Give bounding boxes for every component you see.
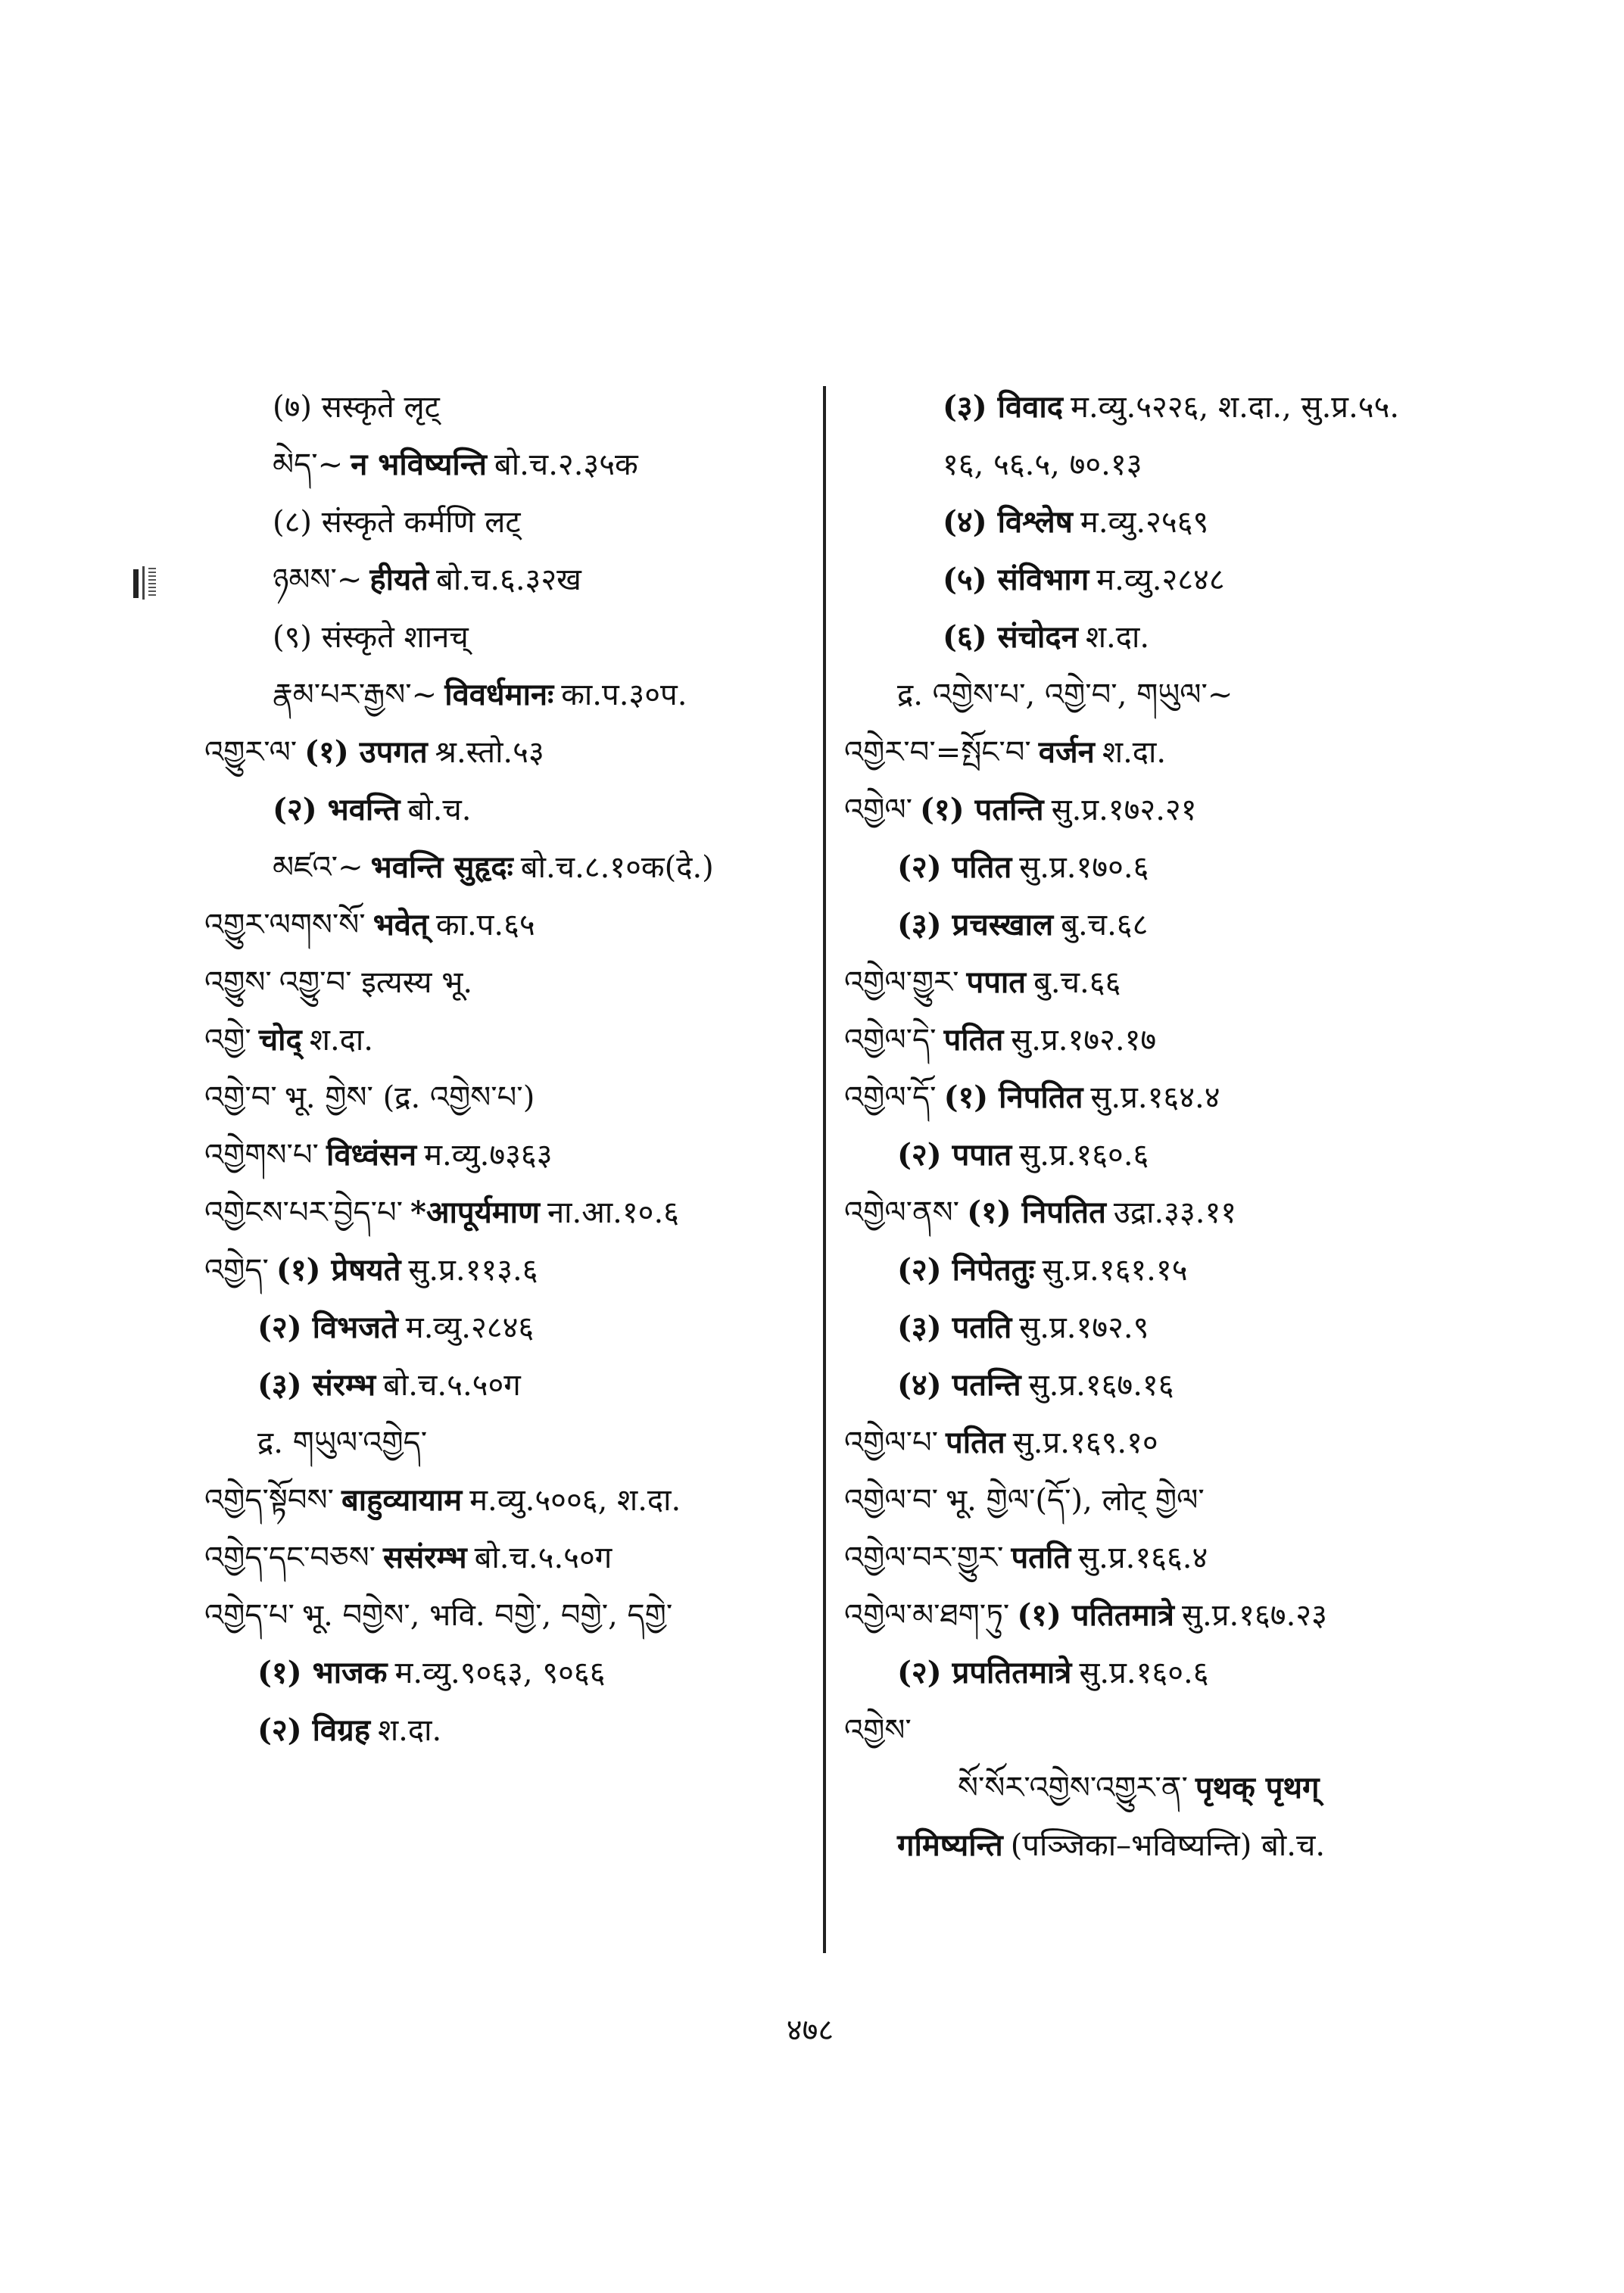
entry-line [204,839,810,896]
entry-text: सु.प्र.११३.६ [408,1253,538,1288]
entry-text: འགྱེལ་ [844,793,912,827]
entry-text: श.दा. [1085,620,1150,655]
sanskrit-term: (२) निपेततुः [897,1252,1035,1288]
entry-text: (पञ्जिका–भविष्यन्ति) बो.च. [1010,1828,1326,1863]
sanskrit-term: पतित [946,1425,1005,1460]
entry-line [844,1011,1503,1069]
entry-text: भू. གྱེལ་(དོ་), लोट् གྱེལ་ [946,1483,1205,1518]
entry-text: འགྱེལ་དེ་ [844,1023,937,1058]
entry-text: श.दा. [1102,735,1167,770]
entry-line [844,1242,1503,1299]
entry-text: འགྱེལ་མ་ཐག་ཏུ་ [844,1598,1010,1633]
entry-line [844,1644,1503,1702]
sanskrit-term: विध्वंसन [326,1137,417,1173]
entry-line [844,1702,1503,1759]
entry-text: सु.प्र.१६७.२३ [1181,1598,1327,1633]
sanskrit-term: न भविष्यन्ति [351,447,487,482]
entry-line [204,1587,810,1644]
entry-line [844,1184,1503,1242]
entry-line [844,1414,1503,1472]
entry-text: (८) संस्कृते कर्मणि लट् [273,505,521,540]
entry-text: འགྱེད་ [204,1253,269,1288]
entry-text: འགྱེལ་ནས་ [844,1195,960,1230]
entry-line [204,1414,810,1472]
entry-text: म.व्यु.५००६, श.दा. [469,1483,681,1518]
entry-line [204,1184,810,1242]
entry-text: འགྱུས་ [204,965,272,1000]
entry-line [204,379,810,436]
entry-text: सु.प्र.१६४.४ [1090,1080,1220,1115]
entry-line [204,954,810,1011]
entry-text: འགྱེགས་པ་ [204,1138,319,1173]
entry-text: (९) संस्कृते शानच् [273,620,469,655]
sanskrit-term: पपात [966,964,1027,1000]
entry-text: सु.प्र.१६९.१० [1012,1425,1158,1460]
entry-line [204,1126,810,1184]
entry-text: सु.प्र.१७२.१७ [1011,1023,1157,1058]
entry-text: बो.च.२.३५क [494,447,638,482]
entry-text: འགྱེལ་བ་ [844,1483,939,1518]
sanskrit-term: बाहुव्यायाम [341,1482,463,1518]
entry-line [844,1587,1503,1644]
entry-text: द्र. འགྱེས་པ་, འགྱེ་བ་, གཡུལ་~ [897,678,1233,712]
margin-mark [130,566,161,600]
entry-text: འགྱེངས་པར་བྱེད་པ་ [204,1195,404,1230]
entry-text: सु.प्र.१६७.१६ [1028,1368,1174,1403]
entry-text: बो.च. [407,793,472,827]
entry-text: འགྱུ་བ་ इत्यस्य भू. [279,965,473,1000]
sanskrit-term: (३) प्रचस्खाल [897,907,1054,942]
entry-text: རྣམ་པར་རྒྱས་~ [273,678,438,712]
sanskrit-term: चोद् [258,1022,302,1058]
entry-text: श्र.स्तो.५३ [435,735,544,770]
entry-text: म.व्यु.५२२६, श.दा., सु.प्र.५५. [1071,390,1400,425]
column-divider [823,386,826,1953]
entry-line [844,551,1503,609]
entry-line [844,1069,1503,1126]
entry-line [844,839,1503,896]
entry-line [844,896,1503,954]
sanskrit-term: (३) पतति [897,1310,1012,1345]
entry-text: श.दा. [309,1023,373,1058]
sanskrit-term: भवन्ति सुहृदः [370,849,513,885]
sanskrit-term: (१) पतितमात्रे [1017,1597,1174,1633]
entry-text: འགྱེ་བ་ [204,1080,277,1115]
entry-text: འགྱུར་ལགས་སོ་ [204,908,366,942]
entry-text: सु.प्र.१६१.१५ [1042,1253,1188,1288]
entry-text: सु.प्र.१६६.४ [1078,1541,1208,1575]
entry-text: भू. གྱེས་ (द्र. འགྱེས་པ་) [284,1080,535,1115]
sanskrit-term: (३) विवाद [943,389,1064,425]
entry-text: म.व्यु.२८४८ [1096,562,1225,597]
entry-text: སོ་སོར་འགྱེས་འགྱུར་ན་ [958,1771,1188,1805]
sanskrit-term: (३) संरम्भ [257,1367,376,1403]
entry-line [204,1702,810,1759]
entry-line [844,494,1503,551]
entry-line [844,1817,1503,1874]
entry-line [204,666,810,724]
entry-line [844,1529,1503,1587]
entry-line [204,1357,810,1414]
entry-line [204,781,810,839]
entry-text: १६, ५६.५, ७०.१३ [943,447,1142,482]
entry-text: बो.च.५.५०ग [474,1541,613,1575]
sanskrit-term: ससंरम्भ [383,1540,467,1575]
sanskrit-term: (१) भाजक [257,1655,388,1690]
entry-line [204,436,810,494]
entry-text: འགྱེས་ [844,1713,912,1748]
sanskrit-term: (२) विभजते [257,1310,398,1345]
entry-text: म.व्यु.२५६९ [1080,505,1209,540]
entry-text: सु.प्र.१७२.९ [1019,1310,1149,1345]
page-number: ४७८ [786,2013,834,2048]
entry-line [204,1011,810,1069]
entry-line [204,1069,810,1126]
left-column [204,379,810,1759]
sanskrit-term: विवर्धमानः [444,677,554,712]
entry-text: འགྱེད་དང་བཅས་ [204,1541,376,1575]
entry-text: (७) सस्कृते लृट् [273,390,440,425]
entry-line [204,494,810,551]
entry-line [204,609,810,666]
entry-line [844,954,1503,1011]
entry-line [844,379,1503,436]
entry-text: सु.प्र.१६०.६ [1079,1656,1209,1690]
entry-text: का.प.३०प. [561,678,687,712]
entry-text: सु.प्र.१७०.६ [1019,850,1149,885]
entry-text: མེད་~ [273,447,344,482]
sanskrit-term: (६) संचोदन [943,619,1078,655]
entry-line [844,1472,1503,1529]
sanskrit-term: (४) विश्लेष [943,504,1073,540]
sanskrit-term: (२) प्रपतितमात्रे [897,1655,1072,1690]
entry-text: म.व्यु.२८४६ [405,1310,535,1345]
sanskrit-term: (२) विग्रह [257,1712,370,1748]
sanskrit-term: पतित [943,1022,1004,1058]
sanskrit-term: (१) प्रेषयते [276,1252,401,1288]
entry-line [844,724,1503,781]
entry-text: ཉམས་~ [273,562,363,597]
entry-text: འགྱེད་སྟོབས་ [204,1483,334,1518]
entry-text: उद्रा.३३.११ [1113,1195,1237,1230]
sanskrit-term: (४) पतन्ति [897,1367,1021,1403]
entry-text: འགྱེར་བ་=སྤོང་བ་ [844,735,1031,770]
entry-line [204,551,810,609]
sanskrit-term: पृथक् पृथग् [1195,1770,1320,1805]
entry-line [204,896,810,954]
entry-text: सु.प्र.१६०.६ [1019,1138,1149,1173]
sanskrit-term: (१) निपतित [943,1080,1083,1115]
entry-line [844,609,1503,666]
sanskrit-term: (२) भवन्ति [273,792,401,827]
entry-text: सु.प्र.१७२.२१ [1051,793,1197,827]
sanskrit-term: हीयते [369,562,429,597]
sanskrit-term: (५) संविभाग [943,562,1089,597]
sanskrit-term: गमिष्यन्ति [897,1827,1003,1863]
entry-text: འགྱེལ་པ་ [844,1425,939,1460]
entry-text: बो.च.८.१०क(दे.) [520,850,714,885]
entry-text: बो.च.६.३२ख [436,562,581,597]
sanskrit-term: (१) पतन्ति [920,792,1044,827]
entry-line [844,781,1503,839]
entry-text: མཛའ་~ [273,850,363,885]
sanskrit-term: पतति [1011,1540,1071,1575]
entry-line [844,1299,1503,1357]
entry-text: बु.च.६६ [1033,965,1121,1000]
sanskrit-term: वर्जन [1038,734,1095,770]
sanskrit-term: (१) उपगत [304,734,428,770]
entry-line [844,666,1503,724]
entry-line [204,724,810,781]
entry-text: श.दा. [377,1713,442,1748]
entry-line [844,436,1503,494]
entry-line [204,1644,810,1702]
entry-text: འགྱུར་ལ་ [204,735,298,770]
entry-line [204,1529,810,1587]
entry-text: म.व्यु.९०६३, ९०६६ [394,1656,606,1690]
entry-text: भू. བགྱེས་, भवि. བགྱེ་, བགྱེ་, དགྱེ་ [301,1598,673,1633]
sanskrit-term: *आपूर्यमाण [410,1195,540,1230]
entry-text: द्र. གཡུལ་འགྱེད་ [257,1425,428,1460]
entry-text: འགྱེལ་བར་གྱུར་ [844,1541,1004,1575]
entry-text: का.प.६५ [435,908,535,942]
entry-text: बो.च.५.५०ग [383,1368,521,1403]
sanskrit-term: (२) पपात [897,1137,1012,1173]
entry-line [204,1242,810,1299]
entry-text: ना.आ.१०.६ [547,1195,679,1230]
entry-text: འགྱེ་ [204,1023,251,1058]
right-column [844,379,1503,1874]
entry-text: འགྱེལ་དོ་ [844,1080,937,1115]
sanskrit-term: (२) पतित [897,849,1012,885]
entry-text: बु.च.६८ [1061,908,1149,942]
entry-line [844,1126,1503,1184]
sanskrit-term: (१) निपतित [967,1195,1106,1230]
entry-text: འགྱེད་པ་ [204,1598,295,1633]
entry-text: म.व्यु.७३६३ [424,1138,553,1173]
entry-line [844,1357,1503,1414]
entry-line [844,1759,1503,1817]
entry-line [204,1299,810,1357]
entry-text: འགྱེལ་གྱུར་ [844,965,959,1000]
entry-line [204,1472,810,1529]
sanskrit-term: भवेत् [372,907,429,942]
